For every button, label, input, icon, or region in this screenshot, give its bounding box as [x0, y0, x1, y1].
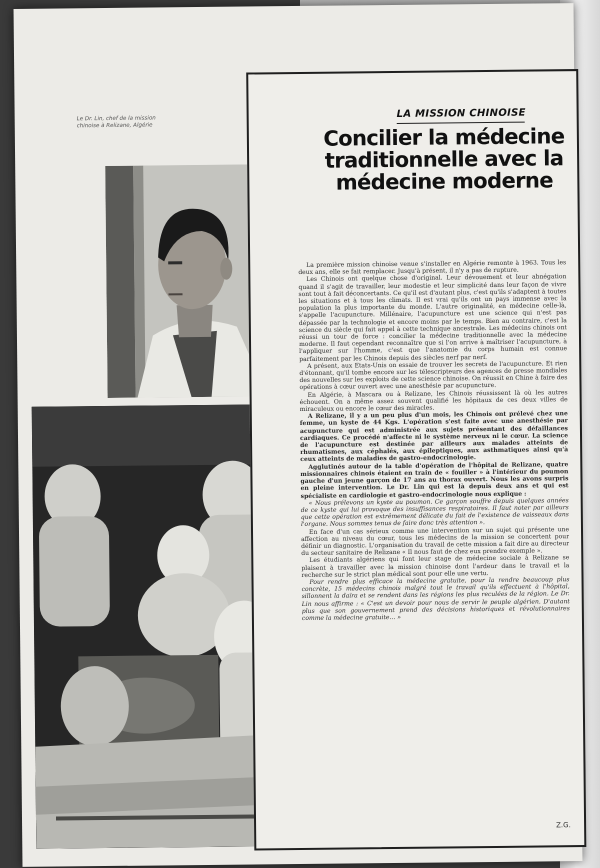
author-signature: Z.G. [556, 821, 571, 830]
operation-photo [32, 404, 279, 849]
article-headline: Concilier la médecine traditionnelle avec la médecine moderne [323, 124, 565, 195]
article-quote: « Nous prélevons un kyste au poumon. Ce garçon souffre depuis quelques années de ce kyste qui lui provoque des insuffisances respiratoires. Il faut noter par ailleurs que cette opération est extrêmement délicate du fait de l'existence de vaisseaux dans l'organe. Nous sommes tenus de faire donc très attention ». [300, 496, 569, 529]
article-body [298, 259, 572, 822]
newspaper-page [14, 3, 583, 867]
article-kicker: LA MISSION CHINOISE [396, 107, 526, 120]
article-paragraph: En Algérie, à Mascara ou à Relizane, les Chinois réussissent là où les autres échouent. On a même assez souvent qualifié les hôpitaux de ces deux villes de miraculeux ou encore le cœur des miracles. [299, 388, 568, 414]
article-paragraph: Pour rendre plus efficace la médecine gratuite, pour la rendre beaucoup plus concrète, 15 médecins chinois malgré tout le travail qu'ils effectuent à l'hôpital, sillonnent la daïra et se rendent dans les régions les plus reculées de la région. Le Dr. Lin nous affirme : « C'est un devoir pour nous de servir le peuple algérien. D'autant plus que son gouvernement prend des décisions historiques et révolutionnaires comme la médecine gratuite... » [301, 576, 570, 622]
photo-caption: Le Dr. Lin, chef de la mission chinoise à Relizane, Algérie [76, 115, 156, 130]
article-paragraph: A présent, aux Etats-Unis on essaie de trouver les secrets de l'acupuncture. Et rien d'étonnant, qu'il tombe encore sur les télescripteurs des agences de presse mondiales des nouvelles sur les exploits de cette science chinoise. On réussit en Chine à faire des opérations à cœur ouvert avec une anesthésie par acupuncture. [299, 360, 568, 392]
article-paragraph: Les étudiants algériens qui font leur stage de médecine sociale à Relizane se plaisent à travailler avec la mission chinoise dont l'ardeur dans le travail et la recherche sur le strict plan médical sont pour elle une vertu. [301, 554, 570, 579]
article-paragraph: La première mission chinoise venue s'installer en Algérie remonte à 1963. Tous les deux ans, elle se fait remplacer. Jusqu'à présent, il n'y a pas de rupture. [298, 259, 567, 277]
article-paragraph: Les Chinois ont quelque chose d'original. Leur dévouement et leur abnégation quand il s'agit de travailler, leur modestie et leur simplicité dans leur façon de vivre sont tout à fait déconcertants. Ce qu'il est d'autant plus, c'est qu'ils s'adaptent à toutes les situations et à tous les climats. Il est vrai qu'ils ont un pays immense avec la population la plus importante du monde. L'autre originalité, en médecine celle-là, s'appelle l'acupuncture. Millénaire, l'acupuncture est une science qui n'est pas dépassée par la technologie et encore moins par le temps. Bien au contraire, c'est la science du siècle qui fait appel à cette technique ancestrale. Les médecins chinois ont réussi un tour de force : concilier la médecine traditionnelle avec la médecine moderne. Il faut cependant reconnaître que si l'on arrive à maîtriser l'acupuncture, à l'appliquer sur l'homme, c'est que l'anatomie du corps humain est connue parfaitement par les Chinois depuis des siècles nerf par nerf. [298, 273, 568, 363]
kicker-underline [397, 122, 525, 124]
surgery-illustration [32, 404, 279, 849]
article-frame [246, 69, 586, 850]
article-paragraph: A Relizane, il y a un peu plus d'un mois, les Chinois ont prélevé chez une femme, un kyste de 44 Kgs. L'opération s'est faite avec une anesthésie par acupuncture qui est administrée aux sujets présentant des défaillances cardiaques. Ce procédé n'affecte ni le système nerveux ni le cœur. La science de l'acupuncture est destinée par ailleurs aux malades atteints de rhumatismes, aux céphalés, aux épileptiques, aux asthmatiques ainsi qu'à ceux atteints de maladies de gastro-endocrinologie. [299, 410, 569, 464]
article-paragraph: En face d'un cas sérieux comme une intervention sur un sujet qui présente une affection au niveau du cœur, tous les médecins de la mission se concertent pour définir un diagnostic. L'organisation du travail de cette mission a fait dire au directeur du secteur sanitaire de Relizane « Il nous faut de chez eux prendre exemple ». [301, 525, 570, 558]
article-paragraph: Agglutinés autour de la table d'opération de l'hôpital de Relizane, quatre missionnaires chinois étaient en train de « fouiller » à l'intérieur du poumon gauche d'un jeune garçon de 17 ans au thorax ouvert. Nous les avons surpris en pleine intervention. Le Dr. Lin qui est là depuis deux ans et qui est spécialiste en cardiologie et gastro-endocrinologie nous explique : [300, 460, 569, 500]
